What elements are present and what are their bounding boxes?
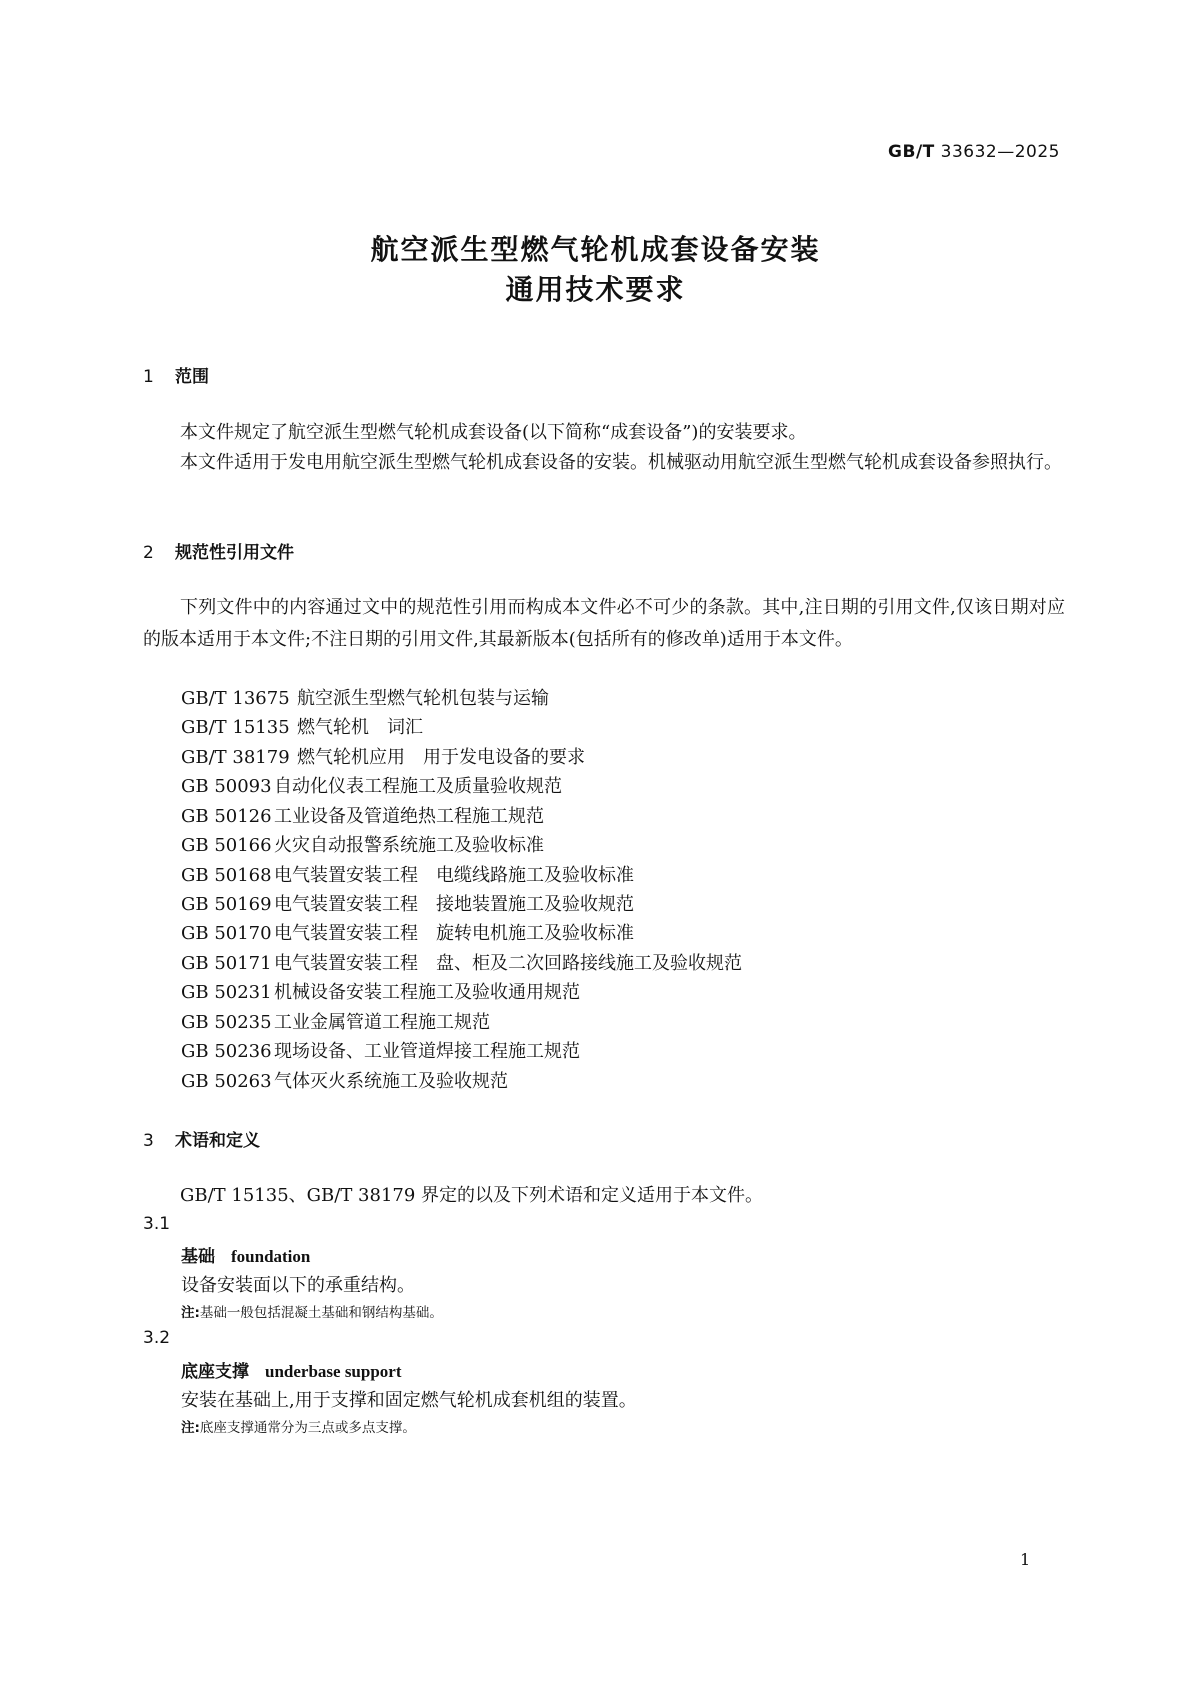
section-1-heading xyxy=(143,362,209,387)
reference-item xyxy=(181,1008,490,1034)
term-chinese: 底座支撑 xyxy=(181,1362,249,1382)
note-label: 注: xyxy=(181,1420,200,1436)
standard-code: 33632—2025 xyxy=(940,142,1060,162)
reference-title: 工业设备及管道绝热工程施工规范 xyxy=(274,806,544,827)
reference-item xyxy=(181,713,423,739)
reference-title: 燃气轮机应用 用于发电设备的要求 xyxy=(297,747,585,768)
standard-prefix: GB/T xyxy=(888,142,935,162)
reference-title: 电气装置安装工程 电缆线路施工及验收标准 xyxy=(274,865,634,886)
note-text: 底座支撑通常分为三点或多点支撑。 xyxy=(199,1420,416,1436)
reference-code: GB 50126 xyxy=(181,806,272,827)
reference-item xyxy=(181,772,562,798)
reference-code: GB 50263 xyxy=(181,1071,272,1092)
reference-item xyxy=(181,949,742,975)
reference-item xyxy=(181,919,634,945)
reference-code: GB 50166 xyxy=(181,835,272,856)
reference-item xyxy=(181,831,544,857)
term-english: underbase support xyxy=(265,1362,402,1381)
clause-3-2-number: 3.2 xyxy=(143,1328,171,1348)
reference-title: 电气装置安装工程 接地装置施工及验收规范 xyxy=(274,894,634,915)
term-3-1-definition: 设备安装面以下的承重结构。 xyxy=(181,1275,415,1296)
section-2-heading xyxy=(143,538,294,563)
reference-item xyxy=(181,890,634,916)
term-3-2 xyxy=(181,1357,402,1382)
reference-code: GB/T 38179 xyxy=(181,747,290,768)
reference-item xyxy=(181,743,585,769)
reference-code: GB 50169 xyxy=(181,894,272,915)
reference-code: GB 50236 xyxy=(181,1041,272,1062)
section-1-number: 1 xyxy=(143,367,154,387)
reference-item xyxy=(181,1067,508,1093)
reference-item xyxy=(181,1037,580,1063)
term-english: foundation xyxy=(231,1247,311,1266)
reference-title: 航空派生型燃气轮机包装与运输 xyxy=(297,688,549,709)
term-3-2-definition: 安装在基础上,用于支撑和固定燃气轮机成套机组的装置。 xyxy=(181,1390,637,1411)
section-2-number: 2 xyxy=(143,543,154,563)
standard-number xyxy=(820,142,1060,162)
reference-code: GB 50168 xyxy=(181,865,272,886)
section-2-title: 规范性引用文件 xyxy=(175,543,294,563)
note-label: 注: xyxy=(181,1305,200,1321)
reference-code: GB 50235 xyxy=(181,1012,272,1033)
reference-title: 气体灭火系统施工及验收规范 xyxy=(274,1071,508,1092)
reference-code: GB 50093 xyxy=(181,776,272,797)
reference-item xyxy=(181,684,549,710)
reference-code: GB/T 15135 xyxy=(181,717,290,738)
reference-code: GB 50170 xyxy=(181,923,272,944)
reference-item xyxy=(181,861,634,887)
reference-title: 电气装置安装工程 盘、柜及二次回路接线施工及验收规范 xyxy=(274,953,742,974)
section-1-title: 范围 xyxy=(175,367,209,387)
section-3-heading xyxy=(143,1126,260,1151)
reference-title: 工业金属管道工程施工规范 xyxy=(274,1012,490,1033)
term-3-1-note xyxy=(181,1301,443,1321)
reference-title: 燃气轮机 词汇 xyxy=(297,717,423,738)
reference-code: GB/T 13675 xyxy=(181,688,290,709)
reference-title: 现场设备、工业管道焊接工程施工规范 xyxy=(274,1041,580,1062)
reference-code: GB 50231 xyxy=(181,982,272,1003)
section-1-paragraph-1: 本文件规定了航空派生型燃气轮机成套设备(以下简称“成套设备”)的安装要求。 xyxy=(180,422,807,443)
section-3-intro: GB/T 15135、GB/T 38179 界定的以及下列术语和定义适用于本文件。 xyxy=(180,1185,764,1206)
reference-title: 火灾自动报警系统施工及验收标准 xyxy=(274,835,544,856)
document-title-line2: 通用技术要求 xyxy=(505,273,686,306)
reference-title: 机械设备安装工程施工及验收通用规范 xyxy=(274,982,580,1003)
clause-3-1-number: 3.1 xyxy=(143,1214,171,1234)
page-number: 1 xyxy=(1020,1550,1031,1569)
section-3-number: 3 xyxy=(143,1131,154,1151)
term-3-2-note xyxy=(181,1416,416,1436)
reference-item xyxy=(181,978,580,1004)
term-3-1 xyxy=(181,1242,310,1267)
section-2-intro: 下列文件中的内容通过文中的规范性引用而构成本文件必不可少的条款。其中,注日期的引用文件,仅该日期对应的版本适用于本文件;不注日期的引用文件,其最新版本(包括所有的修改单)适用于本文件。 xyxy=(143,597,1065,650)
section-1-paragraph-2: 本文件适用于发电用航空派生型燃气轮机成套设备的安装。机械驱动用航空派生型燃气轮机成套设备参照执行。 xyxy=(180,452,1062,473)
document-title-line1: 航空派生型燃气轮机成套设备安装 xyxy=(370,233,821,266)
reference-title: 电气装置安装工程 旋转电机施工及验收标准 xyxy=(274,923,634,944)
note-text: 基础一般包括混凝土基础和钢结构基础。 xyxy=(199,1305,443,1321)
reference-code: GB 50171 xyxy=(181,953,272,974)
term-chinese: 基础 xyxy=(181,1247,215,1267)
reference-item xyxy=(181,802,544,828)
section-3-title: 术语和定义 xyxy=(175,1131,260,1151)
reference-title: 自动化仪表工程施工及质量验收规范 xyxy=(274,776,562,797)
